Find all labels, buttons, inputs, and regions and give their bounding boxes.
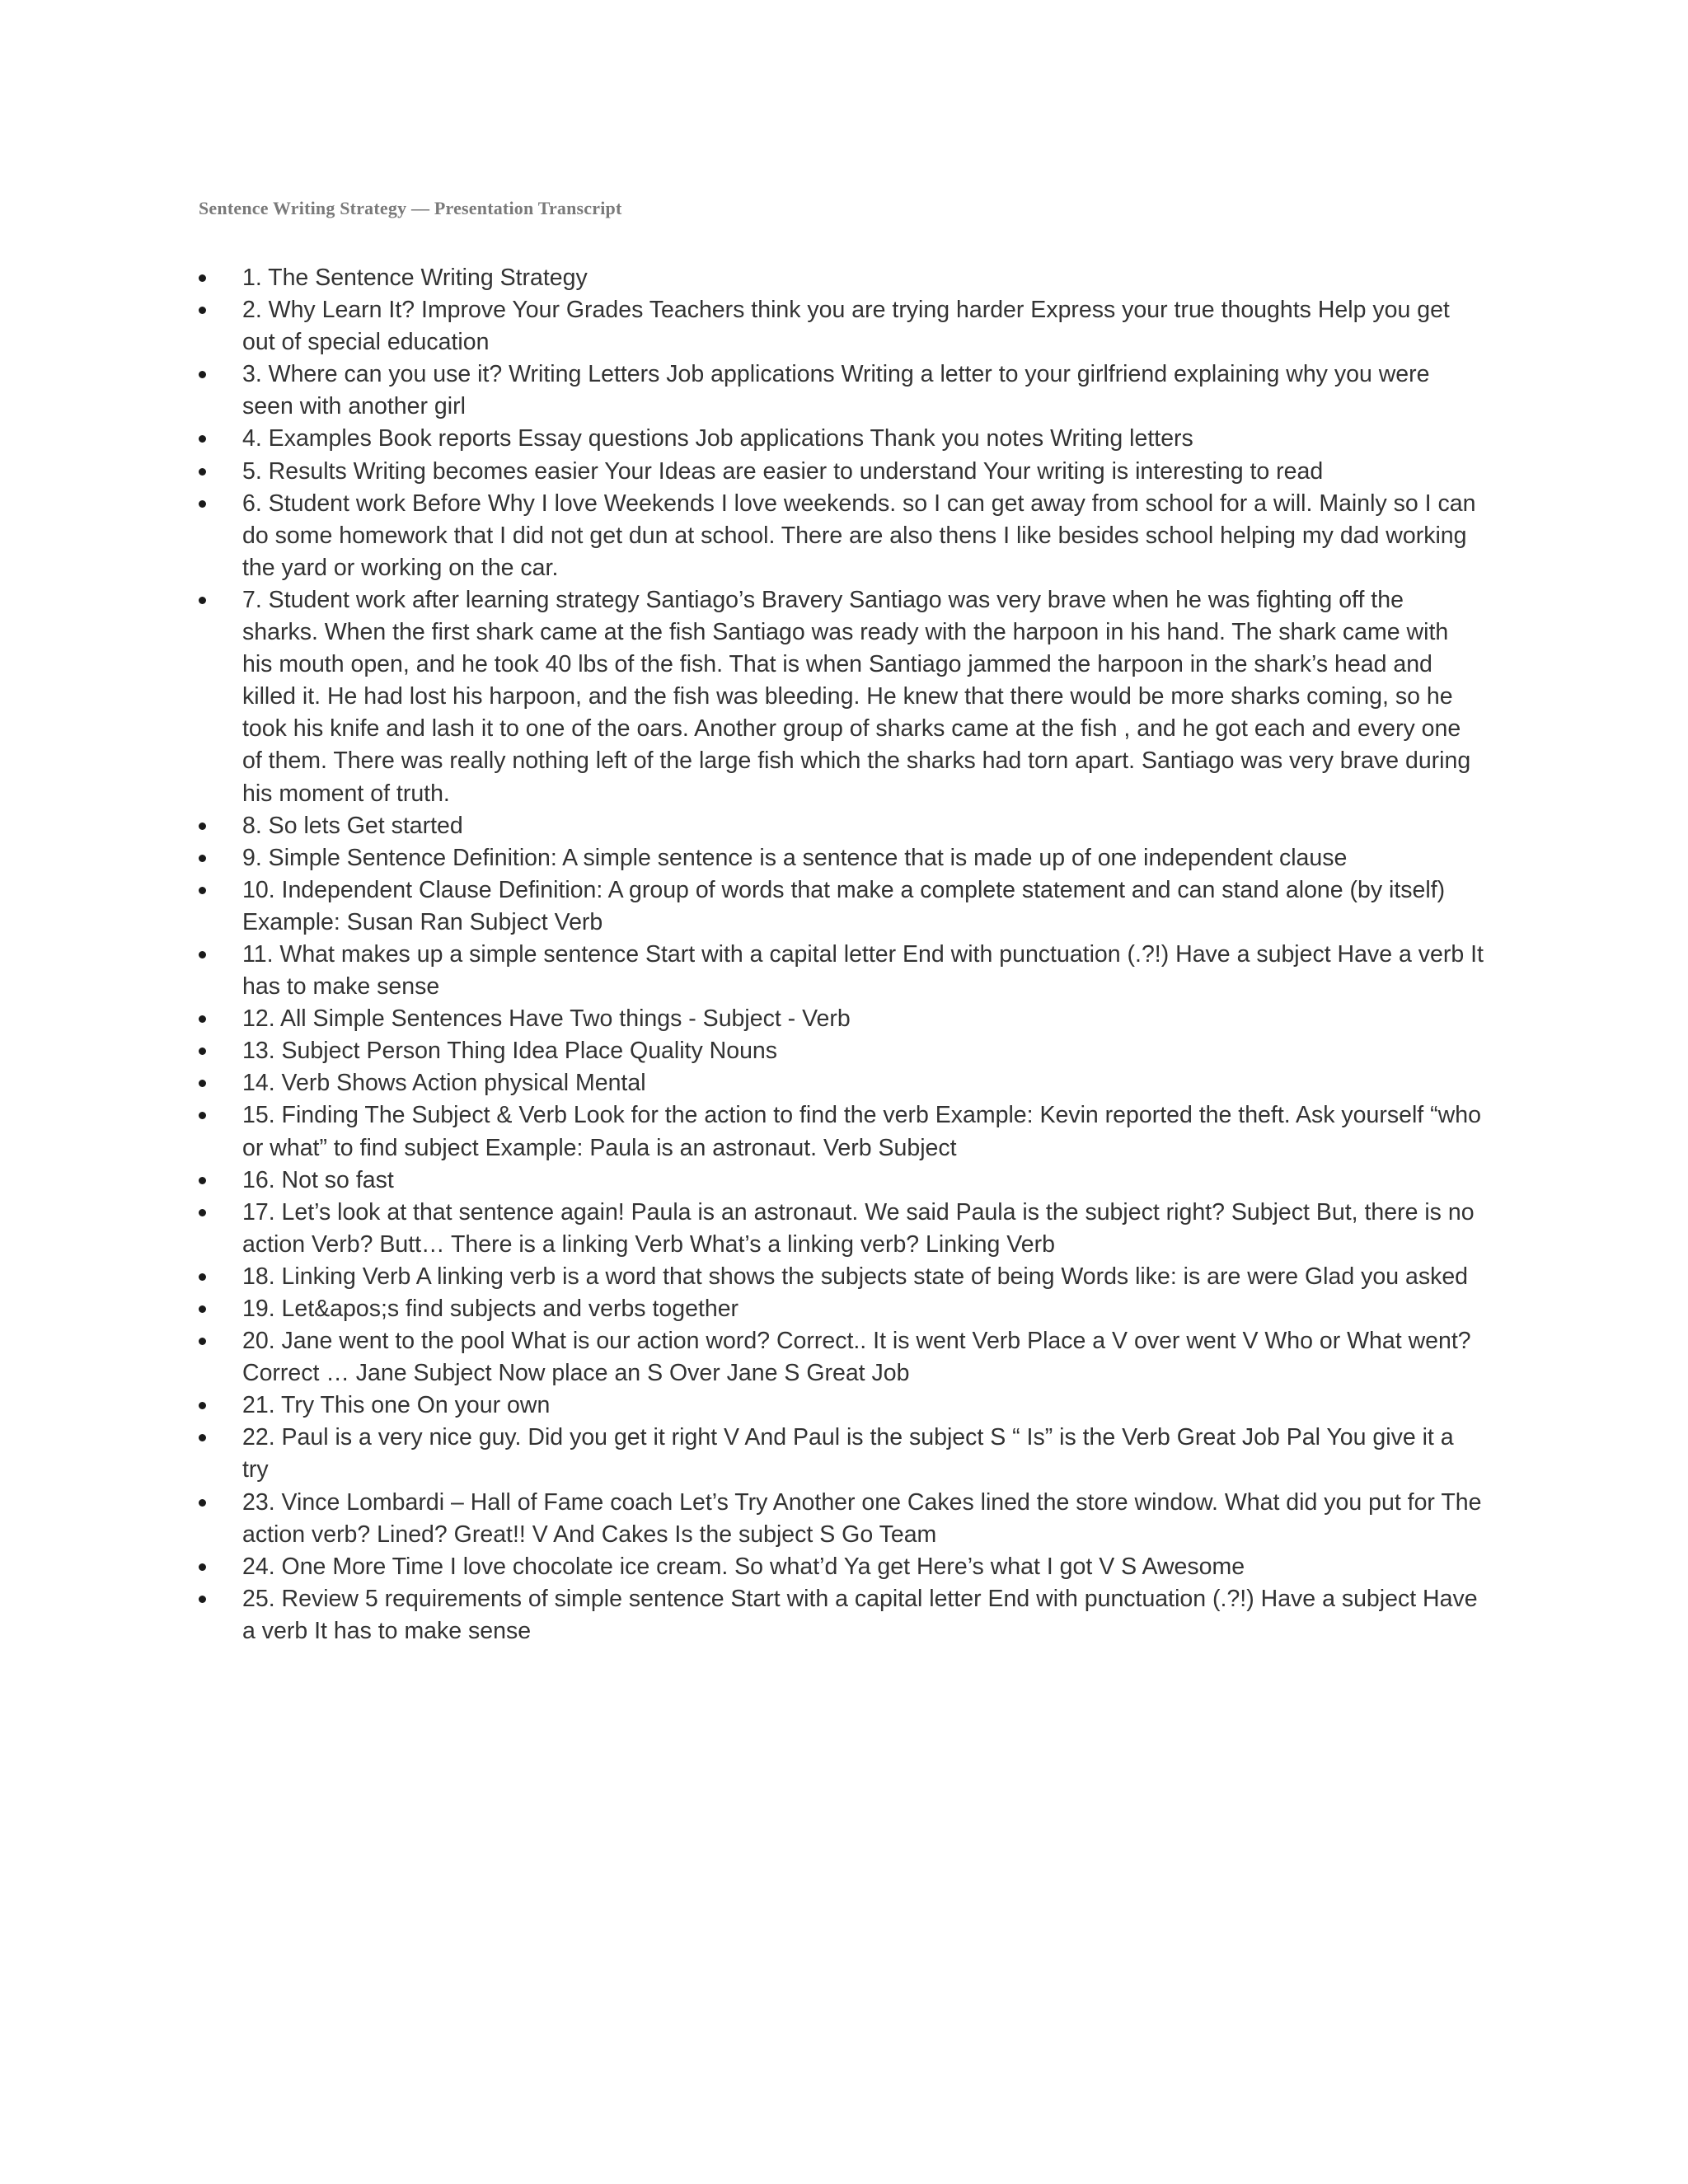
list-item <box>199 1293 1484 1325</box>
list-item <box>199 1487 1484 1551</box>
list-item-text: 16. Not so fast <box>242 1166 394 1193</box>
bullet-icon <box>199 1402 206 1409</box>
list-item-text: 23. Vince Lombardi – Hall of Fame coach Let’s Try Another one Cakes lined the store window. What did you put for The action verb? Lined? Great!! V And Cakes Is the subject S Go Team <box>242 1488 1482 1548</box>
list-item-text: 25. Review 5 requirements of simple sentence Start with a capital letter End with punctuation (.?!) Have a subject Have a verb It has to make sense <box>242 1585 1478 1644</box>
bullet-icon <box>199 1596 206 1603</box>
list-item-text: 1. The Sentence Writing Strategy <box>242 265 588 291</box>
bullet-icon <box>199 1209 206 1216</box>
list-item-text: 24. One More Time I love chocolate ice cream. So what’d Ya get Here’s what I got V S Awesome <box>242 1553 1245 1580</box>
list-item-text: 17. Let’s look at that sentence again! Paula is an astronaut. We said Paula is the subject right? Subject But, there is no action Verb? Butt… There is a linking Verb What’s a linking verb? Linking Verb <box>242 1198 1475 1258</box>
list-item-text: 3. Where can you use it? Writing Letters Job applications Writing a letter to your girlfriend explaining why you were seen with another girl <box>242 361 1430 420</box>
list-item <box>199 1165 1484 1197</box>
list-item <box>199 1390 1484 1422</box>
list-item <box>199 1583 1484 1647</box>
list-item <box>199 1325 1484 1390</box>
bullet-icon <box>199 1273 206 1281</box>
bullet-icon <box>199 468 206 476</box>
list-item-text: 20. Jane went to the pool What is our action word? Correct.. It is went Verb Place a V over went V Who or What went? Correct … Jane Subject Now place an S Over Jane S Great Job <box>242 1328 1471 1387</box>
slide-list <box>199 262 1484 1647</box>
list-item <box>199 1035 1484 1067</box>
bullet-icon <box>199 307 206 314</box>
list-item <box>199 262 1484 294</box>
list-item-text: 5. Results Writing becomes easier Your Ideas are easier to understand Your writing is interesting to read <box>242 457 1324 485</box>
bullet-icon <box>199 951 206 958</box>
list-item-text: 19. Let&apos;s find subjects and verbs together <box>242 1296 739 1322</box>
list-item-text: 22. Paul is a very nice guy. Did you get it right V And Paul is the subject S “ Is” is the Verb Great Job Pal You give it a try <box>242 1424 1454 1483</box>
bullet-icon <box>199 1434 206 1441</box>
list-item <box>199 1003 1484 1035</box>
list-item <box>199 1422 1484 1486</box>
bullet-icon <box>199 1047 206 1055</box>
bullet-icon <box>199 1080 206 1087</box>
list-item <box>199 584 1484 810</box>
list-item <box>199 1261 1484 1293</box>
bullet-icon <box>199 597 206 604</box>
list-item-text: 15. Finding The Subject & Verb Look for the action to find the verb Example: Kevin reported the theft. Ask yourself “who or what” to find subject Example: Paula is an astronaut. Verb Subject <box>242 1102 1481 1161</box>
list-item <box>199 294 1484 359</box>
bullet-icon <box>199 1499 206 1507</box>
list-item-text: 12. All Simple Sentences Have Two things - Subject - Verb <box>242 1005 851 1033</box>
list-item <box>199 1551 1484 1583</box>
list-item-text: 14. Verb Shows Action physical Mental <box>242 1070 646 1097</box>
list-item-text: 4. Examples Book reports Essay questions Job applications Thank you notes Writing letters <box>242 425 1193 452</box>
bullet-icon <box>199 1177 206 1184</box>
bullet-icon <box>199 887 206 894</box>
bullet-icon <box>199 1563 206 1571</box>
list-item-text: 21. Try This one On your own <box>242 1392 551 1419</box>
bullet-icon <box>199 1338 206 1345</box>
list-item-text: 18. Linking Verb A linking verb is a word that shows the subjects state of being Words like: is are were Glad you asked <box>242 1263 1469 1290</box>
list-item-text: 7. Student work after learning strategy Santiago’s Bravery Santiago was very brave when he was fighting off the sharks. When the first shark came at the fish Santiago was ready with the harpoon in his hand. The shark came with his mouth open, and he took 40 lbs of the fish. That is when Santiago jammed the harpoon in the shark’s head and killed it. He had lost his harpoon, and the fish was bleeding. He knew that there would be more sharks coming, so he took his knife and lash it to one of the oars. Another group of sharks came at the fish , and he got each and every one of them. There was really nothing left of the large fish which the sharks had torn apart. Santiago was very brave during his moment of truth. <box>242 586 1471 807</box>
list-item-text: 10. Independent Clause Definition: A group of words that make a complete statement and can stand alone (by itself) Example: Susan Ran Subject Verb <box>242 876 1446 935</box>
list-item <box>199 423 1484 455</box>
bullet-icon <box>199 500 206 508</box>
list-item-text: 9. Simple Sentence Definition: A simple sentence is a sentence that is made up of one independent clause <box>242 844 1348 871</box>
list-item-text: 11. What makes up a simple sentence Start with a capital letter End with punctuation (.?!) Have a subject Have a verb It has to make sense <box>242 940 1484 1001</box>
bullet-icon <box>199 274 206 282</box>
list-item-text: 8. So lets Get started <box>242 812 463 839</box>
list-item <box>199 939 1484 1003</box>
bullet-icon <box>199 823 206 830</box>
bullet-icon <box>199 855 206 862</box>
list-item <box>199 1067 1484 1099</box>
bullet-icon <box>199 371 206 378</box>
document-header: Sentence Writing Strategy — Presentation Transcript <box>199 198 622 218</box>
list-item <box>199 810 1484 842</box>
bullet-icon <box>199 1305 206 1313</box>
list-item <box>199 874 1484 939</box>
list-item <box>199 1197 1484 1261</box>
list-item <box>199 456 1484 488</box>
list-item <box>199 1099 1484 1164</box>
list-item-text: 2. Why Learn It? Improve Your Grades Teachers think you are trying harder Express your true thoughts Help you get out of special education <box>242 297 1450 356</box>
bullet-icon <box>199 1112 206 1119</box>
list-item-text: 13. Subject Person Thing Idea Place Quality Nouns <box>242 1038 778 1065</box>
list-item <box>199 842 1484 874</box>
list-item <box>199 359 1484 423</box>
bullet-icon <box>199 435 206 443</box>
bullet-icon <box>199 1015 206 1023</box>
list-item <box>199 488 1484 584</box>
list-item-text: 6. Student work Before Why I love Weekends I love weekends. so I can get away from school for a will. Mainly so I can do some homework that I did not get dun at school. There are also thens I like besides school helping my dad working the yard or working on the car. <box>242 490 1476 581</box>
